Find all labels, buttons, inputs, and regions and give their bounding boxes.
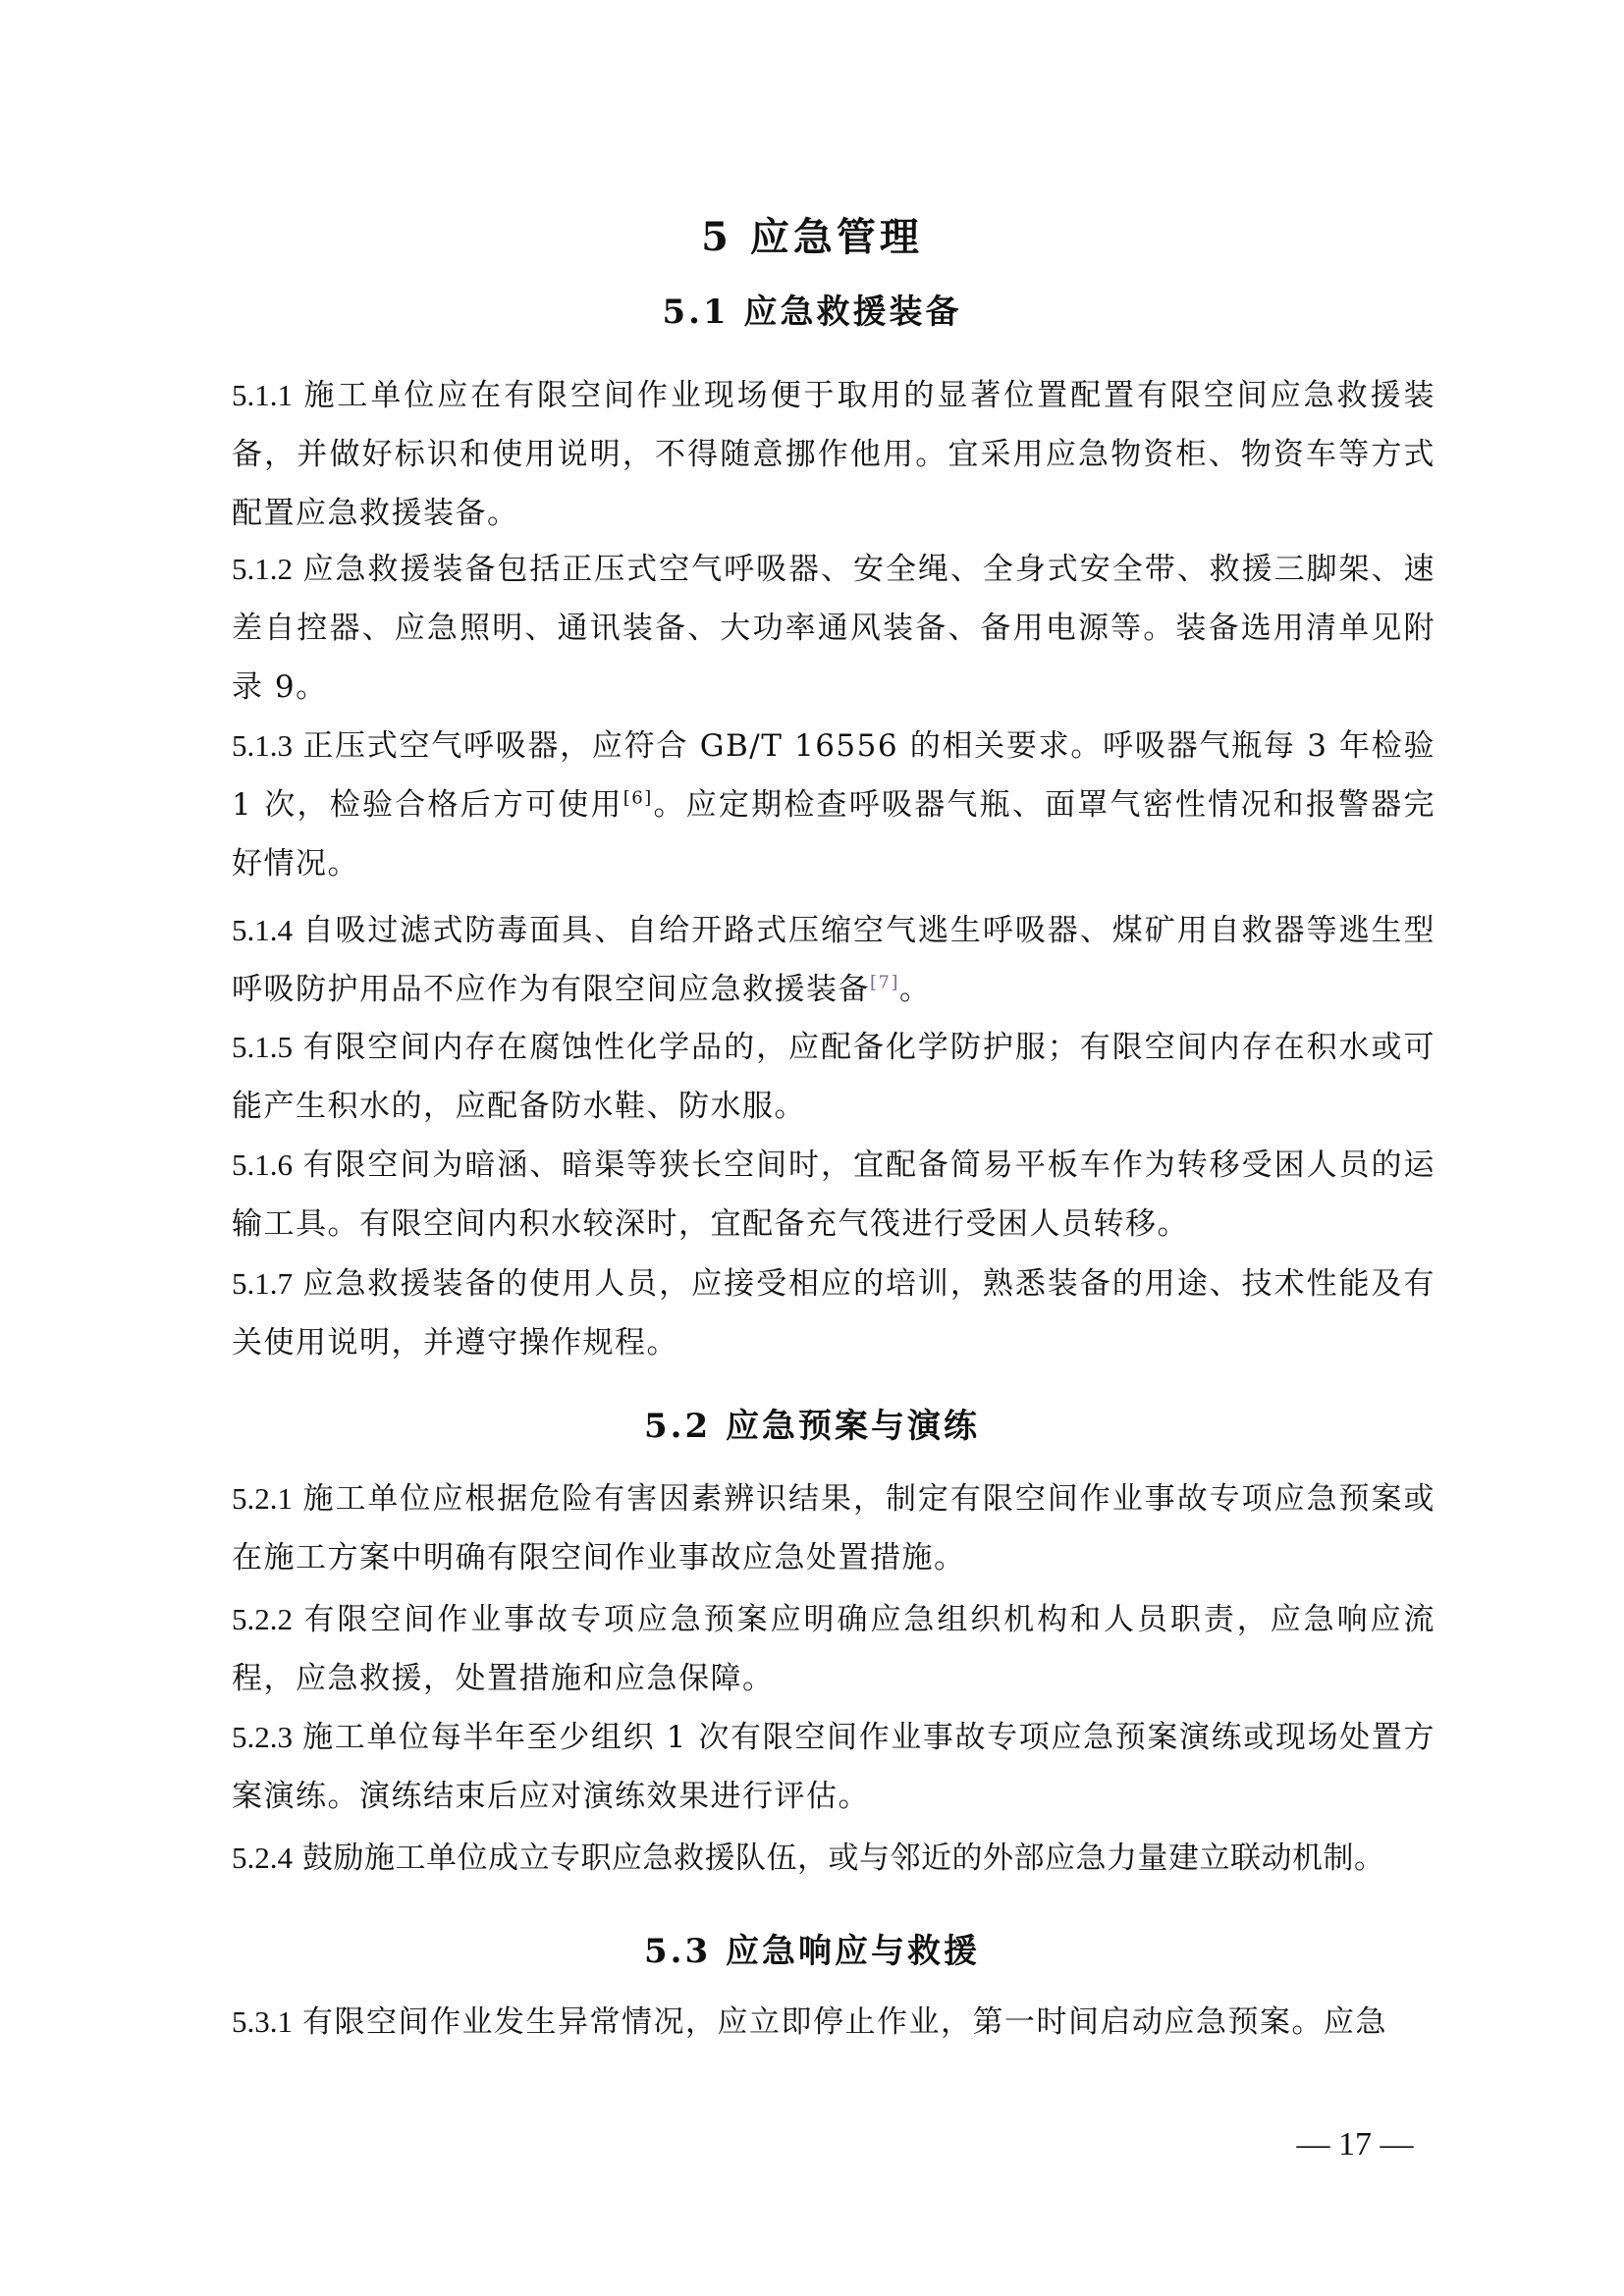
clause-5-2-1	[232, 1469, 1435, 1587]
clause-number: 5.1.1	[232, 378, 293, 412]
clause-5-3-1	[232, 1993, 1435, 2052]
clause-5-1-6	[232, 1136, 1435, 1254]
clause-5-2-3	[232, 1708, 1435, 1826]
clause-number: 5.1.6	[232, 1148, 293, 1182]
clause-5-1-3	[232, 717, 1435, 893]
clause-5-1-4	[232, 901, 1435, 1019]
clause-number: 5.1.4	[232, 913, 293, 947]
reference-6-link[interactable]: [6]	[623, 787, 653, 809]
section-title-5-1: 5.1 应急救援装备	[662, 293, 962, 332]
clause-5-1-1	[232, 366, 1435, 543]
reference-7-link[interactable]: [7]	[870, 972, 899, 993]
clause-text-continued: 。应定期检查呼吸器气瓶、面罩气密性情况和报警器完好情况。	[232, 787, 1435, 881]
clause-number: 5.2.2	[232, 1602, 293, 1636]
clause-number: 5.1.5	[232, 1030, 293, 1064]
page-number: — 17 —	[1296, 2126, 1414, 2163]
clause-text: 应急救援装备的使用人员，应接受相应的培训，熟悉装备的用途、技术性能及有关使用说明，并遵守操作规程。	[232, 1266, 1435, 1361]
clause-text-continued: 。	[899, 972, 932, 1007]
clause-text: 有限空间内存在腐蚀性化学品的，应配备化学防护服；有限空间内存在积水或可能产生积水的，应配备防水鞋、防水服。	[232, 1030, 1435, 1124]
clause-5-1-2	[232, 540, 1435, 717]
clause-5-1-5	[232, 1018, 1435, 1136]
clause-number: 5.1.2	[232, 552, 293, 586]
clause-number: 5.2.4	[232, 1841, 293, 1875]
clause-text: 施工单位每半年至少组织 1 次有限空间作业事故专项应急预案演练或现场处置方案演练。演练结束后应对演练效果进行评估。	[232, 1720, 1435, 1814]
clause-number: 5.3.1	[232, 2004, 293, 2039]
clause-number: 5.1.3	[232, 728, 293, 763]
clause-text: 有限空间为暗涵、暗渠等狭长空间时，宜配备简易平板车作为转移受困人员的运输工具。有限空间内积水较深时，宜配备充气筏进行受困人员转移。	[232, 1148, 1435, 1242]
clause-number: 5.2.3	[232, 1720, 293, 1754]
section-title-5-2: 5.2 应急预案与演练	[644, 1407, 980, 1446]
clause-5-2-4	[232, 1829, 1435, 1888]
clause-text: 施工单位应根据危险有害因素辨识结果，制定有限空间作业事故专项应急预案或在施工方案中明确有限空间作业事故应急处置措施。	[232, 1481, 1435, 1575]
clause-number: 5.2.1	[232, 1481, 293, 1516]
clause-text: 自吸过滤式防毒面具、自给开路式压缩空气逃生呼吸器、煤矿用自救器等逃生型呼吸防护用品不应作为有限空间应急救援装备	[232, 913, 1435, 1007]
clause-text: 有限空间作业发生异常情况，应立即停止作业，第一时间启动应急预案。应急	[302, 2004, 1387, 2040]
clause-text: 鼓励施工单位成立专职应急救援队伍，或与邻近的外部应急力量建立联动机制。	[302, 1841, 1385, 1876]
clause-number: 5.1.7	[232, 1266, 293, 1301]
chapter-title: 5 应急管理	[701, 214, 923, 260]
clause-5-1-7	[232, 1255, 1435, 1372]
clause-text: 应急救援装备包括正压式空气呼吸器、安全绳、全身式安全带、救援三脚架、速差自控器、应急照明、通讯装备、大功率通风装备、备用电源等。装备选用清单见附录 9。	[232, 552, 1435, 705]
clause-text: 施工单位应在有限空间作业现场便于取用的显著位置配置有限空间应急救援装备，并做好标识和使用说明，不得随意挪作他用。宜采用应急物资柜、物资车等方式配置应急救援装备。	[232, 378, 1435, 531]
clause-5-2-2	[232, 1590, 1435, 1708]
section-title-5-3: 5.3 应急响应与救援	[644, 1932, 980, 1971]
clause-text: 有限空间作业事故专项应急预案应明确应急组织机构和人员职责，应急响应流程，应急救援，处置措施和应急保障。	[232, 1602, 1435, 1696]
clause-text: 正压式空气呼吸器，应符合 GB/T 16556 的相关要求。呼吸器气瓶每 3 年检验 1 次，检验合格后方可使用	[232, 728, 1435, 823]
